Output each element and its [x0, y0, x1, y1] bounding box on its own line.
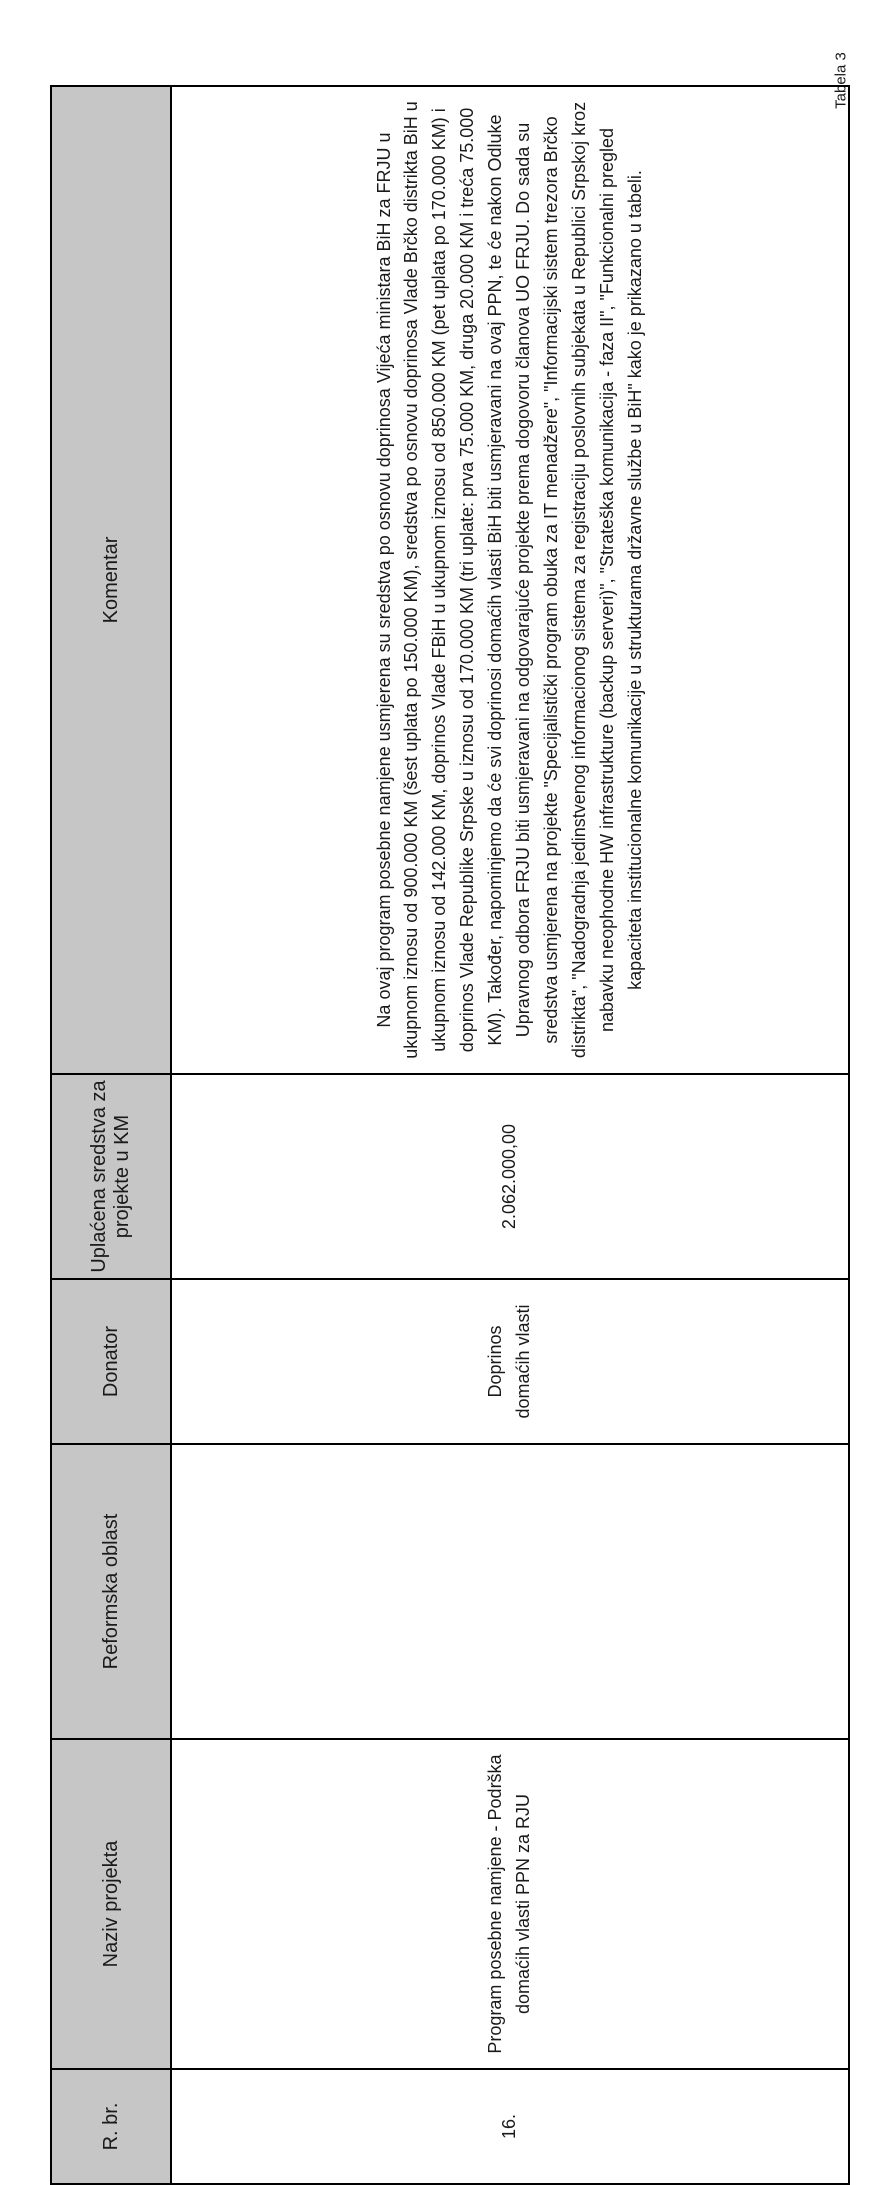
- header-reformska-oblast: Reformska oblast: [51, 1444, 171, 1739]
- table-label: Tabela 3: [832, 52, 850, 109]
- cell-reformska-oblast: [171, 1444, 849, 1739]
- rotated-table-wrapper: [50, 85, 835, 2185]
- cell-rbr: 16.: [171, 2069, 849, 2184]
- table-row: [171, 86, 849, 2184]
- cell-komentar: Na ovaj program posebne namjene usmjerena su sredstva po osnovu doprinosa Vijeća ministara BiH za FRJU u ukupnom iznosu od 900.000 KM (šest uplata po 150.000 KM), sredstva po osnovu doprinosa Vlade Brčko distrikta BiH u ukupnom iznosu od 142.000 KM, doprinos Vlade FBiH u ukupnom iznosu od 850.000 KM (pet uplata po 170.000 KM) i doprinos Vlade Republike Srpske u iznosu od 170.000 KM (tri uplate: prva 75.000 KM, druga 20.000 KM i treća 75.000 KM). Također, napominjemo da će svi doprinosi domaćih vlasti BiH biti usmjeravani na ovaj PPN, te će nakon Odluke Upravnog odbora FRJU biti usmjeravani na odgovarajuće projekte prema dogovoru članova UO FRJU. Do sada su sredstva usmjerena na projekte "Specijalistički program obuka za IT menadžere", "Informacijski sistem trezora Brčko distrikta", "Nadogradnja jedinstvenog informacionog sistema za registraciju poslovnih subjekata u Republici Srpskoj kroz nabavku neophodne HW infrastrukture (backup serveri)", "Strateška komunikacija - faza II", "Funkcionalni pregled kapaciteta institucionalne komunikacije u strukturama državne službe u BiH" kako je prikazano u tabeli.: [171, 86, 849, 1074]
- header-komentar: Komentar: [51, 86, 171, 1074]
- header-uplacena-sredstva: Uplaćena sredstva za projekte u KM: [51, 1074, 171, 1279]
- header-donator: Donator: [51, 1279, 171, 1444]
- cell-uplacena-sredstva: 2.062.000,00: [171, 1074, 849, 1279]
- cell-naziv-projekta: Program posebne namjene - Podrška domaćih vlasti PPN za RJU: [171, 1739, 849, 2069]
- header-row: [51, 86, 171, 2184]
- header-rbr: R. br.: [51, 2069, 171, 2184]
- header-naziv-projekta: Naziv projekta: [51, 1739, 171, 2069]
- projects-table: [50, 85, 850, 2185]
- cell-donator: Doprinos domaćih vlasti: [171, 1279, 849, 1444]
